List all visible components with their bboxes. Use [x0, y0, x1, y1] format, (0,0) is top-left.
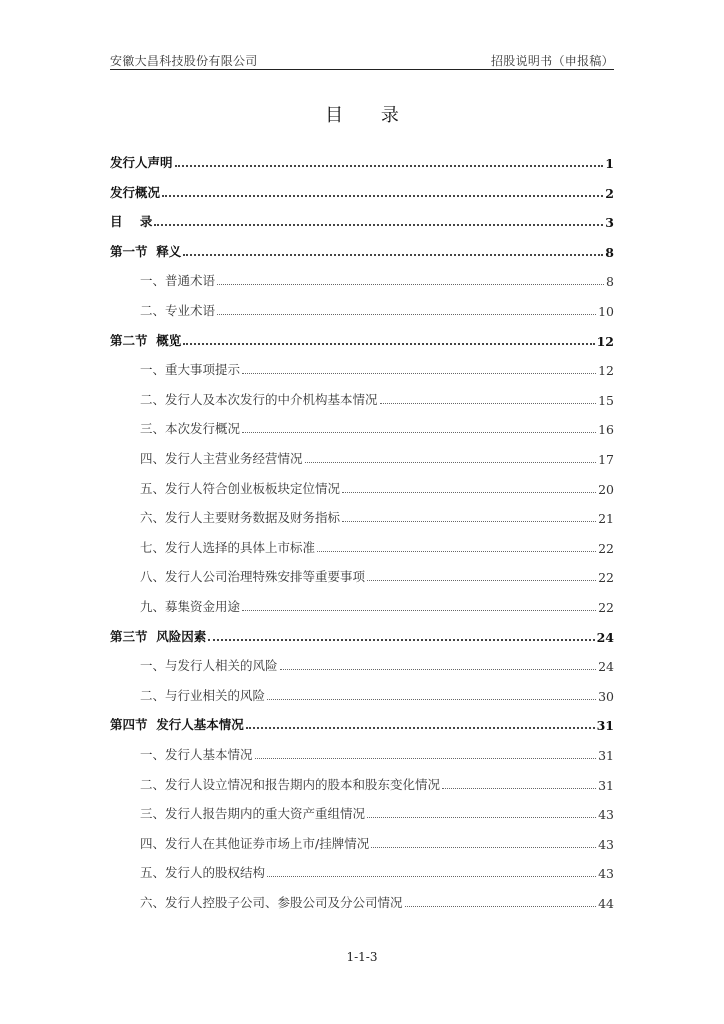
- toc-entry[interactable]: [110, 149, 614, 171]
- toc-entry[interactable]: [110, 652, 614, 674]
- toc-entry-label: 五、发行人符合创业板板块定位情况: [140, 480, 341, 496]
- toc-dot-leader: [183, 343, 594, 345]
- toc-entry[interactable]: [110, 356, 614, 378]
- toc-entry[interactable]: [110, 623, 614, 645]
- toc-dot-leader: [242, 610, 596, 611]
- toc-entry-page-number: 22: [598, 540, 614, 556]
- toc-entry[interactable]: [110, 741, 614, 763]
- toc-entry[interactable]: [110, 445, 614, 467]
- toc-dot-leader: [342, 492, 596, 493]
- toc-entry-label: 一、与发行人相关的风险: [140, 658, 278, 674]
- toc-entry-page-number: 43: [598, 836, 614, 852]
- page-number: 1-1-3: [346, 950, 378, 964]
- toc-dot-leader: [367, 817, 596, 818]
- toc-dot-leader: [267, 699, 596, 700]
- toc-entry[interactable]: [110, 859, 614, 881]
- toc-entry-label: 目 录: [110, 214, 153, 230]
- toc-entry-label: 二、专业术语: [140, 303, 216, 318]
- toc-dot-leader: [175, 165, 604, 167]
- toc-dot-leader: [342, 521, 596, 522]
- toc-entry[interactable]: [110, 208, 614, 230]
- toc-entry-page-number: 44: [598, 896, 614, 911]
- toc-entry-label: 第一节 释义: [110, 243, 182, 259]
- toc-entry-page-number: 31: [598, 777, 614, 793]
- toc-dot-leader: [255, 758, 597, 759]
- toc-entry-label: 四、发行人在其他证券市场上市/挂牌情况: [140, 835, 370, 851]
- toc-entry-label: 六、发行人主要财务数据及财务指标: [140, 510, 341, 526]
- toc-entry-label: 发行人声明: [110, 155, 173, 170]
- toc-entry-page-number: 3: [605, 215, 614, 231]
- toc-entry-label: 二、发行人及本次发行的中介机构基本情况: [140, 391, 378, 407]
- toc-entry[interactable]: [110, 771, 614, 793]
- toc-dot-leader: [242, 432, 596, 433]
- toc-entry[interactable]: [110, 504, 614, 526]
- toc-dot-leader: [242, 373, 596, 374]
- toc-entry[interactable]: [110, 563, 614, 585]
- toc-dot-leader: [162, 195, 603, 197]
- toc-entry-page-number: 8: [605, 244, 614, 260]
- toc-entry[interactable]: [110, 238, 614, 260]
- toc-dot-leader: [154, 224, 603, 226]
- toc-entry-page-number: 22: [598, 600, 614, 615]
- toc-entry-label: 发行概况: [110, 184, 161, 200]
- page-header: [110, 51, 614, 70]
- toc-entry-page-number: 16: [598, 422, 614, 438]
- toc-entry[interactable]: [110, 889, 614, 911]
- toc-dot-leader: [305, 462, 597, 463]
- toc-dot-leader: [280, 669, 597, 670]
- toc-entry-label: 二、发行人设立情况和报告期内的股本和股东变化情况: [140, 776, 441, 792]
- toc-entry-label: 八、发行人公司治理特殊安排等重要事项: [140, 569, 366, 585]
- toc-entry-page-number: 21: [598, 511, 614, 527]
- toc-entry-label: 一、重大事项提示: [140, 362, 241, 378]
- toc-entry-page-number: 43: [598, 807, 614, 823]
- toc-entry-label: 第三节 风险因素: [110, 628, 207, 644]
- toc-entry[interactable]: [110, 297, 614, 319]
- toc-entry-label: 第二节 概览: [110, 332, 182, 348]
- toc-entry[interactable]: [110, 534, 614, 556]
- toc-entry-page-number: 15: [598, 392, 614, 408]
- toc-entry[interactable]: [110, 415, 614, 437]
- toc-entry-label: 三、本次发行概况: [140, 421, 241, 437]
- toc-dot-leader: [442, 788, 596, 789]
- toc-dot-leader: [217, 284, 604, 285]
- toc-entry-label: 五、发行人的股权结构: [140, 865, 266, 881]
- toc-entry[interactable]: [110, 800, 614, 822]
- toc-dot-leader: [405, 906, 597, 907]
- toc-entry[interactable]: [110, 327, 614, 349]
- toc-dot-leader: [371, 847, 596, 848]
- toc-entry-page-number: 2: [605, 185, 614, 201]
- toc-entry-label: 六、发行人控股子公司、参股公司及分公司情况: [140, 895, 403, 910]
- toc-entry-page-number: 24: [598, 659, 614, 675]
- toc-entry[interactable]: [110, 179, 614, 201]
- toc-entry-label: 九、募集资金用途: [140, 599, 241, 614]
- toc-dot-leader: [208, 639, 594, 641]
- toc-entry[interactable]: [110, 386, 614, 408]
- toc-dot-leader: [217, 314, 596, 315]
- toc-entry-label: 二、与行业相关的风险: [140, 687, 266, 703]
- toc-entry-page-number: 20: [598, 481, 614, 497]
- toc-entry[interactable]: [110, 830, 614, 852]
- toc-entry-page-number: 17: [598, 452, 614, 467]
- toc-dot-leader: [367, 580, 596, 581]
- toc-entry-page-number: 31: [598, 748, 614, 763]
- toc-entry-page-number: 43: [598, 866, 614, 882]
- toc-entry-page-number: 12: [598, 363, 614, 379]
- toc-dot-leader: [380, 403, 597, 404]
- toc-entry-page-number: 24: [596, 629, 614, 645]
- toc-dot-leader: [267, 876, 596, 877]
- toc-entry[interactable]: [110, 711, 614, 733]
- toc-dot-leader: [317, 551, 596, 552]
- toc-entry[interactable]: [110, 267, 614, 289]
- toc-entry-page-number: 12: [596, 333, 614, 349]
- toc-dot-leader: [183, 254, 603, 256]
- toc-entry-page-number: 31: [596, 718, 614, 734]
- toc-entry[interactable]: [110, 593, 614, 615]
- toc-dot-leader: [246, 727, 595, 729]
- page-title: 目 录: [325, 105, 415, 126]
- toc-entry-label: 三、发行人报告期内的重大资产重组情况: [140, 806, 366, 822]
- toc-entry-page-number: 22: [598, 570, 614, 586]
- toc-entry-page-number: 8: [606, 274, 614, 290]
- toc-entry-label: 一、普通术语: [140, 273, 216, 289]
- toc-entry-page-number: 1: [605, 156, 614, 171]
- toc-entry-label: 第四节 发行人基本情况: [110, 717, 244, 733]
- toc-entry[interactable]: [110, 475, 614, 497]
- header-company-name: 安徽大昌科技股份有限公司: [110, 54, 258, 68]
- header-document-type: 招股说明书（申报稿）: [490, 54, 614, 68]
- toc-entry-page-number: 10: [598, 304, 614, 319]
- toc-entry-label: 一、发行人基本情况: [140, 747, 253, 762]
- toc-entry-page-number: 30: [598, 688, 614, 704]
- toc-entry-label: 四、发行人主营业务经营情况: [140, 451, 303, 466]
- toc-entry-label: 七、发行人选择的具体上市标准: [140, 539, 316, 555]
- toc-entry[interactable]: [110, 682, 614, 704]
